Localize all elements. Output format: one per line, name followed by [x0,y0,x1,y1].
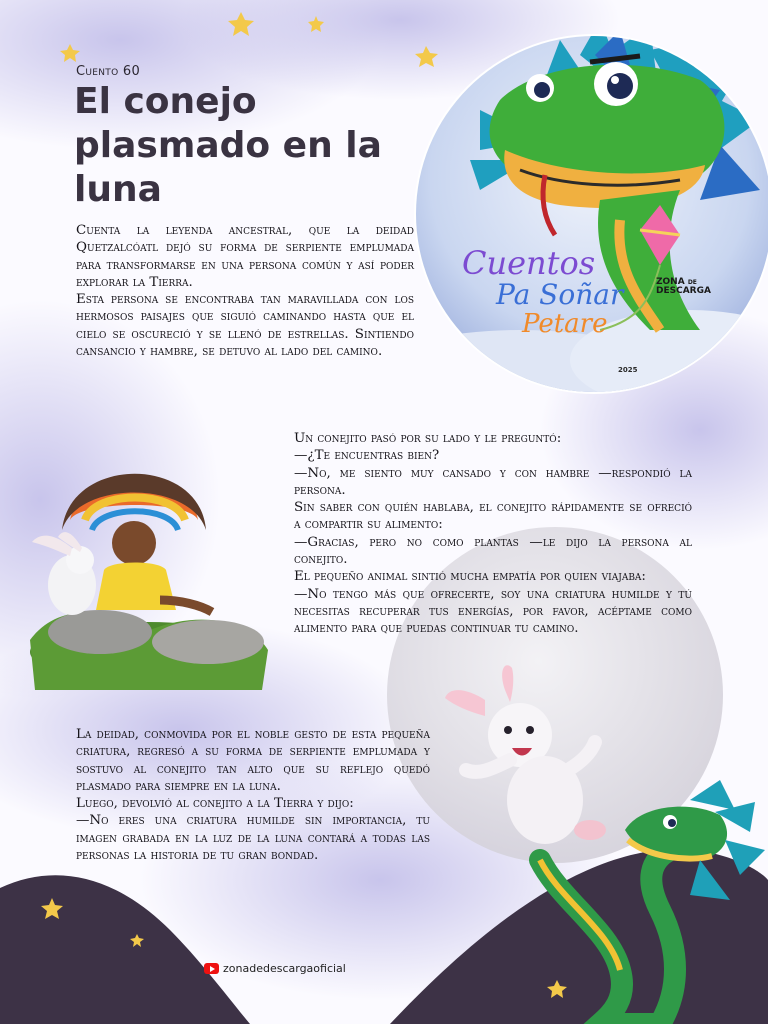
story-paragraph-2 [294,430,692,638]
story-text: Esta persona se encontraba tan maravillada con los hermosos paisajes que siguió caminando hasta que el cielo se oscureció y se llenó de estrellas. Sintiendo cansancio y hambre, se detuvo al lado del camino. [76,292,414,360]
story-text: —No tengo más que ofrecerte, soy una criatura humilde y tú necesitas recuperar tus energías, por favor, acéptame como alimento para que puedas continuar tu camino. [294,586,692,637]
story-text: Cuenta la leyenda ancestral, que la deidad Quetzalcóatl dejó su forma de serpiente emplumada para transformarse en una persona común y así poder explorar la Tierra. [76,223,414,290]
footer-social[interactable] [204,962,346,975]
story-text: —No, me siento muy cansado y con hambre —respondió la persona. [294,465,692,498]
story-paragraph-1 [76,222,414,360]
brand-bottom: DESCARGA [656,286,711,296]
story-text: Luego, devolvió al conejito a la Tierra y dijo: [76,796,354,812]
story-text: El pequeño animal sintió mucha empatía por quien viajaba: [294,569,646,585]
brand-top: ZONA [656,277,685,287]
page-title: El conejo plasmado en la luna [74,81,382,210]
cover-year: 2025 [618,366,638,374]
brand-small: DE [687,279,697,286]
youtube-icon [204,963,219,974]
story-text: La deidad, conmovida por el noble gesto de esta pequeña criatura, regresó a su forma de serpiente emplumada y sostuvo al conejito tan alto que su reflejo quedó plasmado para siempre en la luna. [76,727,430,794]
logo-line-3: Petare [522,309,608,339]
story-text: —Gracias, pero no como plantas —le dijo la persona al conejito. [294,534,692,568]
logo-line-1: Cuentos [462,244,596,282]
story-paragraph-3 [76,726,430,864]
story-text: Un conejito pasó por su lado y le preguntó: [294,431,562,446]
brand-mark [656,278,711,296]
story-text: —No eres una criatura humilde sin importancia, tu imagen grabada en la luz de la luna contará a todas las personas la historia de tu gran bondad. [76,813,430,864]
story-text: —¿Te encuentras bien? [294,448,440,464]
logo-line-2: Pa Soñar [496,278,624,311]
story-text: Sin saber con quién hablaba, el conejito rápidamente se ofreció a compartir su alimento: [294,500,692,533]
footer-handle[interactable]: zonadedescargaoficial [223,962,346,975]
cuentos-logo [462,246,632,356]
story-number-label: Cuento 60 [76,64,141,79]
